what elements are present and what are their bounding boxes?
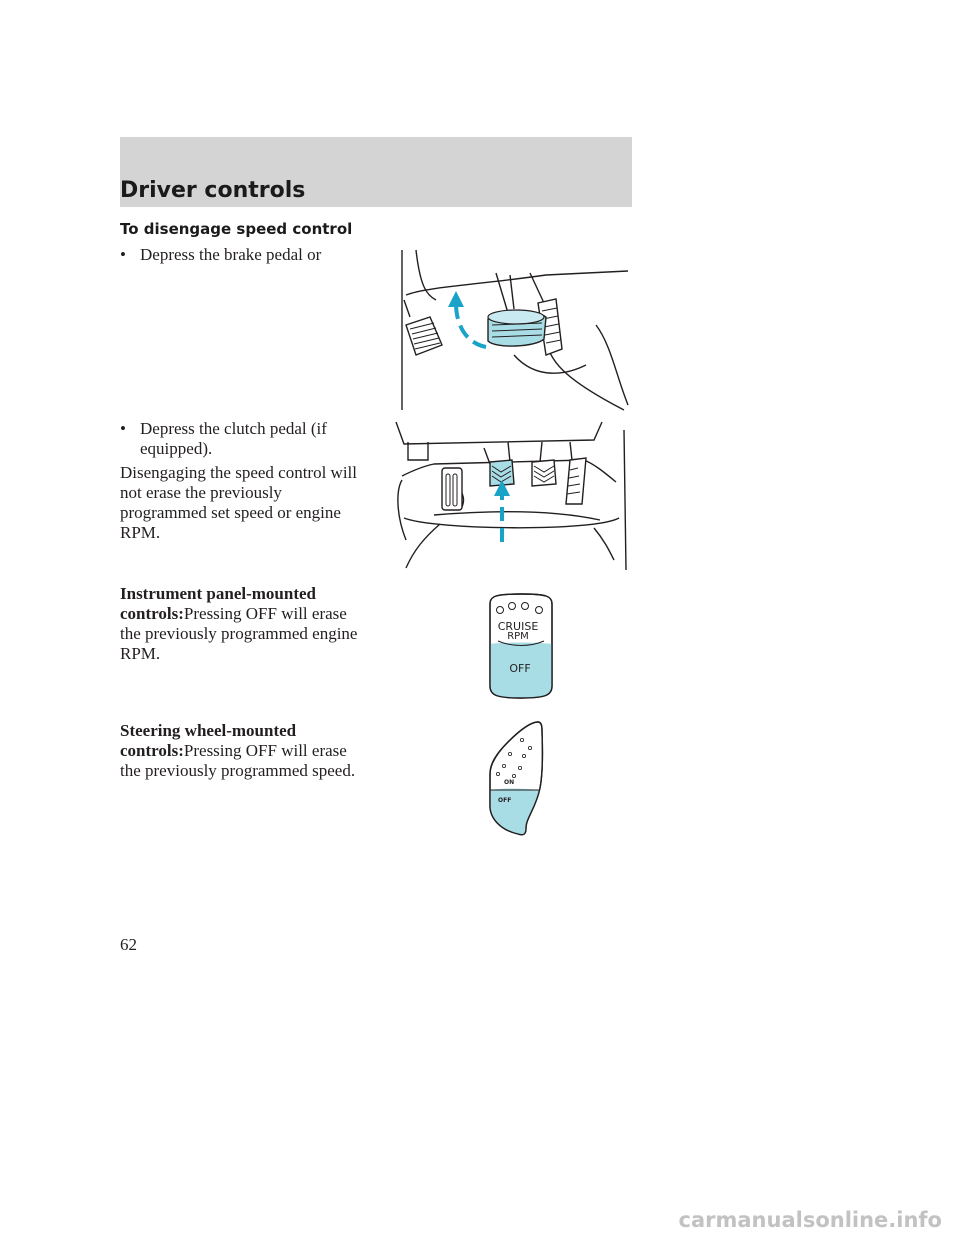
paragraph-line: programmed set speed or engine (120, 503, 341, 522)
paragraph-line: not erase the previously (120, 483, 282, 502)
steering-wheel-switch-illustration (482, 718, 552, 840)
steering-wheel-paragraph (120, 721, 382, 781)
paragraph-line: Disengaging the speed control will (120, 463, 358, 482)
off-button-label: OFF (509, 662, 531, 675)
off-button-label: OFF (498, 797, 512, 804)
bullet-icon: • (120, 245, 126, 264)
accelerator-pedal-shape (566, 458, 586, 504)
instrument-panel-label: Instrument panel-mounted (120, 584, 316, 603)
steering-wheel-text: Pressing OFF will erase (183, 741, 347, 760)
bullet-text: Depress the clutch pedal (if (140, 419, 327, 438)
instrument-panel-paragraph (120, 584, 382, 664)
section-title: To disengage speed control (120, 220, 353, 238)
disengage-paragraph (120, 463, 382, 543)
bullet-text: Depress the brake pedal or (140, 245, 322, 264)
upward-arrow-icon (456, 303, 486, 347)
clutch-pedal-shape (406, 317, 442, 355)
bullet-icon: • (120, 419, 126, 438)
watermark: carmanualsonline.info (678, 1208, 942, 1232)
steering-wheel-label: Steering wheel-mounted (120, 721, 297, 740)
paragraph-line: RPM. (120, 523, 161, 542)
brake-pedal-highlighted (488, 310, 546, 346)
left-foot-rest-shape (442, 468, 462, 510)
steering-wheel-text: the previously programmed speed. (120, 761, 356, 780)
rpm-label: RPM (507, 631, 529, 642)
bullet-clutch-pedal (120, 419, 402, 459)
bullet-brake-pedal (120, 245, 402, 265)
instrument-panel-label-continued: controls: (120, 604, 184, 623)
page-header-title: Driver controls (120, 178, 306, 203)
on-button-label: ON (504, 779, 515, 786)
clutch-pedal-illustration (394, 420, 632, 572)
brake-pedal-illustration (396, 245, 632, 413)
instrument-panel-text: the previously programmed engine (120, 624, 358, 643)
brake-pedal-shape (532, 460, 556, 486)
instrument-panel-switch-illustration (484, 592, 558, 700)
page-number: 62 (120, 935, 137, 954)
cruise-label: CRUISE (497, 620, 539, 633)
bullet-text-continued: equipped). (140, 439, 213, 458)
steering-wheel-label-continued: controls: (120, 741, 184, 760)
instrument-panel-text: Pressing OFF will erase (183, 604, 347, 623)
instrument-panel-text: RPM. (120, 644, 161, 663)
